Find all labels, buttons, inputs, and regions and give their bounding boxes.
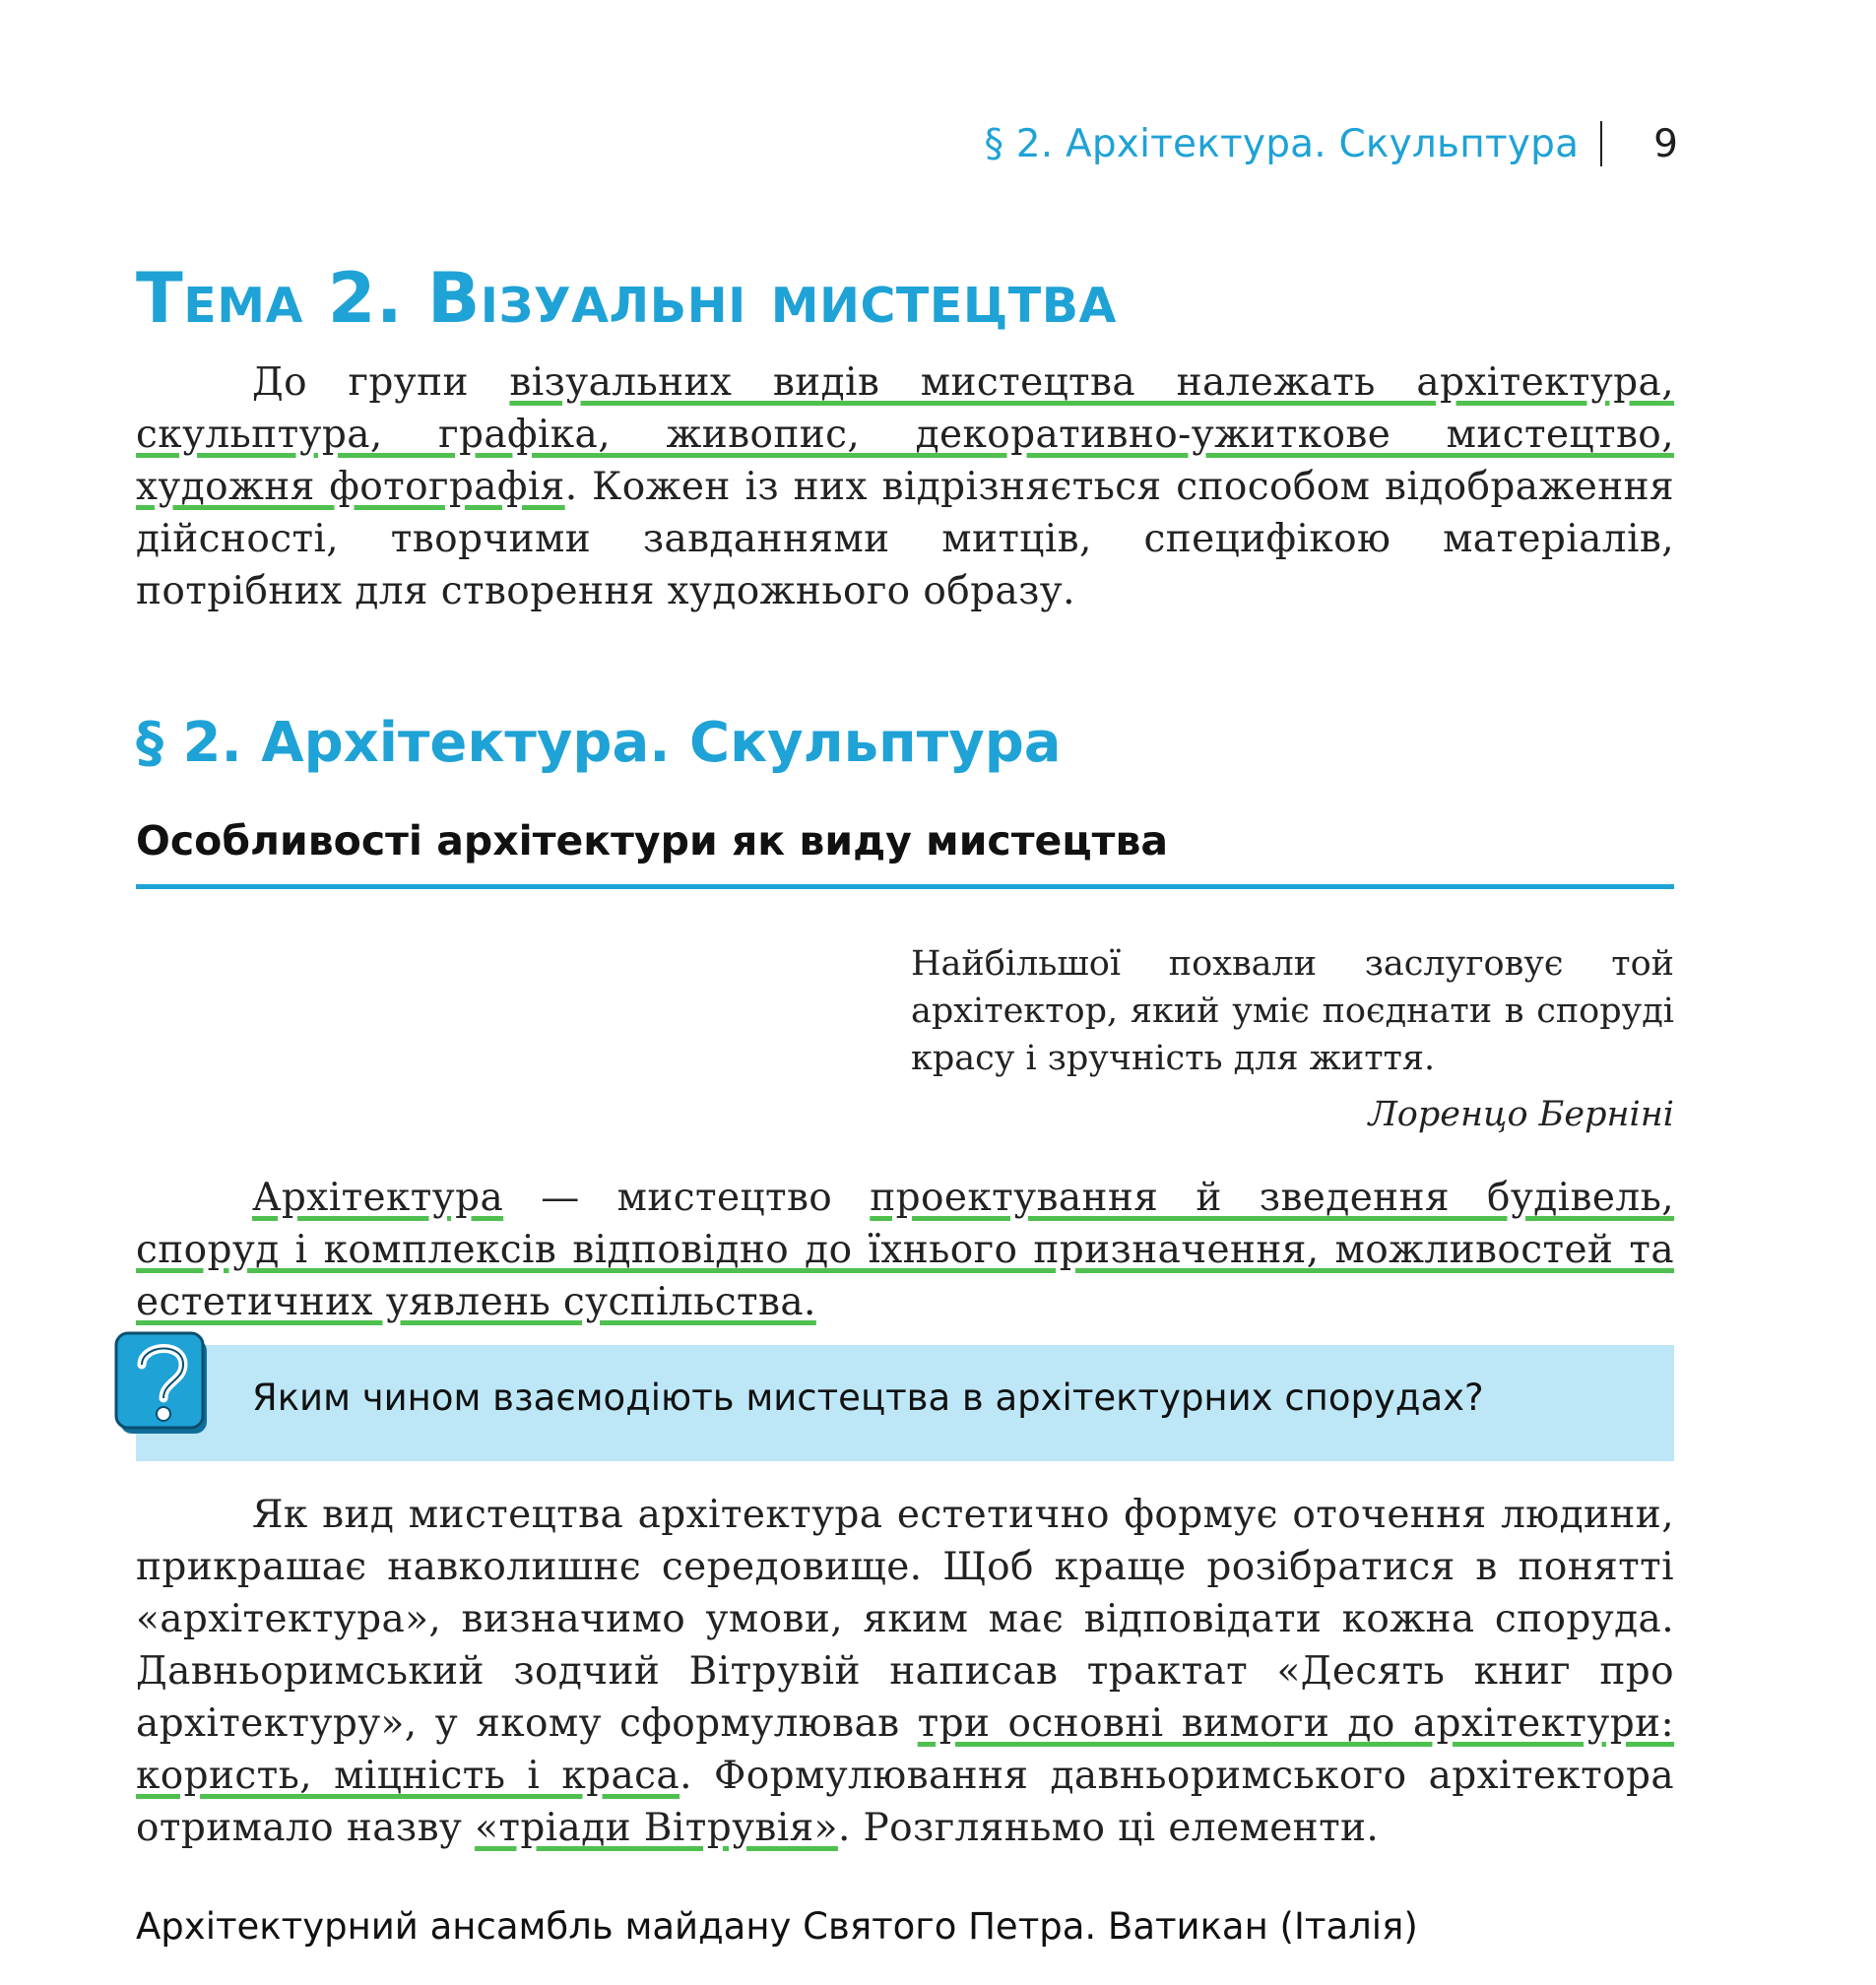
epigraph-author: Лоренцо Берніні [1368,1095,1674,1134]
running-header-title: § 2. Архітектура. Скульптура [984,121,1580,166]
epigraph-quote: Найбільшої похвали заслуговує той архітектор, який уміє поєднати в споруді красу і зручність для життя. [911,944,1674,1078]
intro-text-start: До групи [252,360,510,405]
intro-text-end: . Кожен із них відрізняється способом відображення дійсності, творчими завданнями митців, специфікою матеріалів, потрібних для створення художнього образу. [136,465,1674,613]
body-highlight-triad: «тріади Вітрувія» [475,1806,838,1850]
figure-caption: Архітектурний ансамбль майдану Святого Петра. Ватикан (Італія) [136,1905,1418,1948]
page-number: 9 [1653,121,1678,166]
body-text-3: . Розгляньмо ці елементи. [837,1806,1380,1850]
body-text-1: Як вид мистецтва архітектура естетично формує оточення людини, прикрашає навколишнє середовище. Щоб краще розібратися в понятті «архітектура», визначимо умови, яким має відповідати кожна споруда. Давньоримський зодчий Вітрувій написав трактат «Десять книг про архітектуру», у якому сформулював [136,1493,1674,1746]
section-title: § 2. Архітектура. Скульптура [136,711,1062,775]
body-paragraph [136,1489,1674,1854]
intro-highlight: візуальних видів мистецтва належать архітектура, скульптура, графіка, живопис, декоративно-ужиткове мистецтво, художня фотографія [136,360,1674,509]
definition-paragraph [136,1172,1674,1328]
running-header [984,116,1678,171]
definition-highlight: проектування й зведення будівель, споруд і комплексів відповідно до їхнього призначення, можливостей та естетичних уявлень суспільства. [136,1176,1674,1324]
body-highlight-requirements: три основні вимоги до архітектури: користь, міцність і краса [136,1701,1674,1798]
subsection-title: Особливості архітектури як виду мистецтва [136,817,1674,889]
question-box [136,1345,1674,1461]
definition-dash: — мистецтво [503,1176,871,1220]
theme-title: Тема 2. Візуальні мистецтва [136,258,1117,339]
question-text: Яким чином взаємодіють мистецтва в архітектурних спорудах? [252,1377,1484,1419]
question-mark-icon [114,1331,213,1440]
definition-term: Архітектура [252,1176,504,1220]
intro-paragraph [136,356,1674,617]
body-text-2: . Формулювання давньоримського архітектора отримало назву [136,1754,1674,1850]
